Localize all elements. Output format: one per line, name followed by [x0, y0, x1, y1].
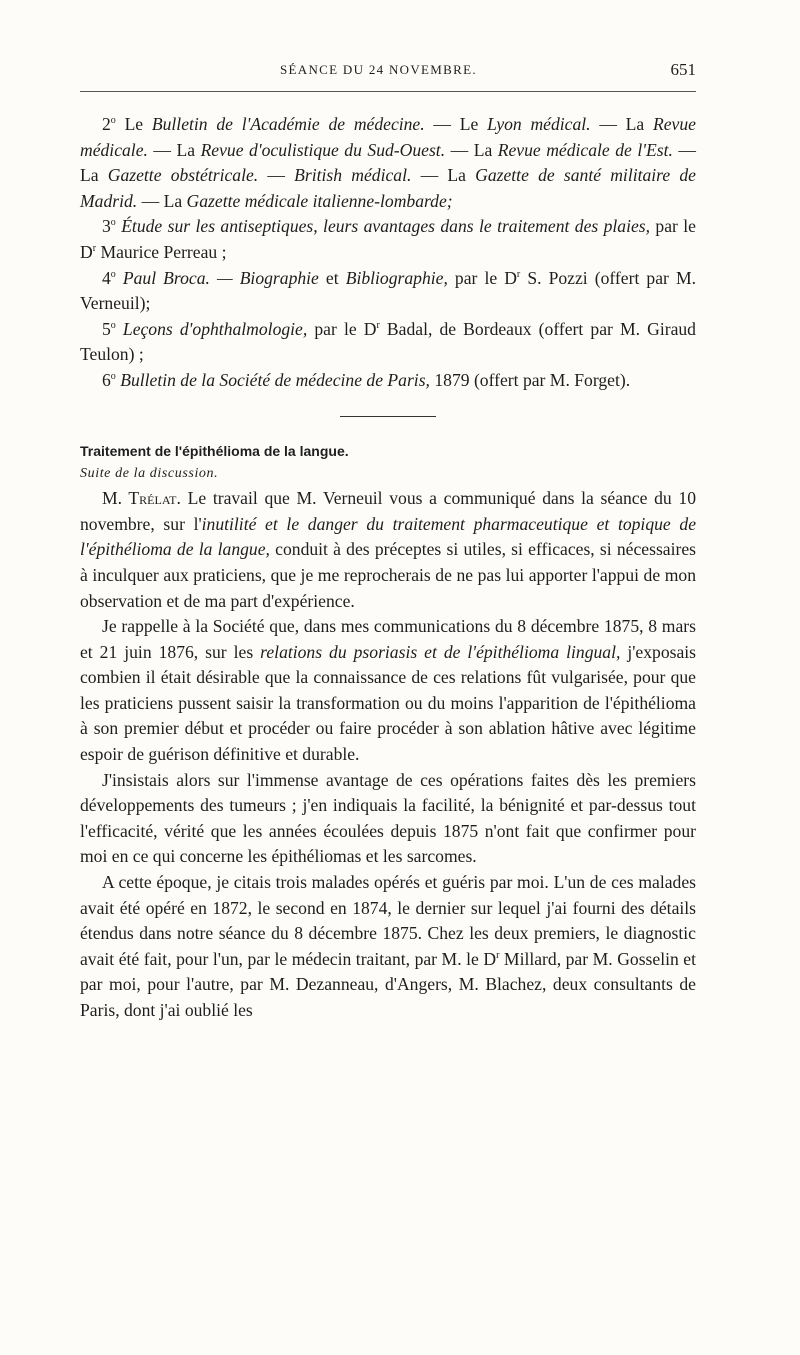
paragraph-2	[80, 614, 696, 768]
superscript: r	[516, 268, 521, 280]
paragraph-4	[80, 870, 696, 1024]
item-number: 6	[102, 369, 111, 390]
text-run: — La	[590, 114, 653, 134]
superscript: r	[376, 319, 380, 331]
speaker-name: M. Trélat.	[102, 488, 181, 509]
text-run: — Le	[424, 114, 488, 134]
section-subtitle: Suite de la discussion.	[80, 465, 219, 481]
journal-title: Lyon médical.	[487, 114, 591, 134]
text-run: par le D	[80, 216, 696, 262]
text-run: — La	[80, 139, 696, 186]
header-rule	[80, 91, 696, 92]
item-number: 5	[102, 318, 111, 339]
work-title: Paul Broca. — Biographie	[122, 267, 319, 288]
work-title: Bibliographie,	[345, 267, 448, 288]
text-run: j'exposais combien il était désirable que la connaissance de ces relations fût vulgarisée, pour que les praticiens pussent saisir la transformation ou du moins l'apparition de l'épithélioma à son premier début et procéder ou faire procéder à son ablation hâtive avec légitime espoir de guérison définitive et durable.	[80, 641, 697, 765]
text-run: Le travail que M. Verneuil vous a communiqué dans la séance du 10 novembre, sur l'	[80, 488, 696, 534]
text-run: et	[318, 267, 346, 288]
superscript: r	[496, 949, 500, 961]
emphasis: inutilité et le danger du traitement pharmaceutique et topique de l'épithélioma de la langue,	[80, 513, 696, 560]
text-block	[80, 112, 696, 1024]
page-header	[80, 60, 696, 86]
list-item-2: 2$^o$ Le Bulletin de l'Académie de médecine. — Le Lyon médical. — La Revue médicale. — La Revue d'oculistique du Sud-Ouest. — La Revue médicale de l'Est. — La Gazette obstétricale. — British médical. — La Gazette de santé militaire de Madrid. — La Gazette médicale italienne-lombarde;	[80, 114, 696, 211]
text-run: Maurice Perreau ;	[96, 241, 227, 262]
text-run: —	[258, 165, 295, 186]
text-run: Le	[124, 114, 152, 134]
text-run: par le D	[447, 267, 517, 288]
list-item-5: 5$^o$ Leçons d'ophthalmologie, par le $D^r$ Badal, de Bordeaux (offert par M. Giraud Teulon) ;	[80, 318, 696, 365]
item-number: 4	[102, 267, 111, 288]
section-title: Traitement de l'épithélioma de la langue.	[80, 442, 349, 459]
text-run: Je rappelle à la Société que, dans mes communications du 8 décembre 1875, 8 mars et 21 juin 1876, sur les	[80, 616, 696, 662]
item-number: 3	[102, 216, 111, 237]
text-run: Millard, par M. Gosselin et par moi, pour l'autre, par M. Dezanneau, d'Angers, M. Blachez, deux consultants de Paris, dont j'ai oublié les	[80, 948, 696, 1020]
text-run: — La	[147, 139, 201, 160]
text-run: par le D	[307, 318, 377, 339]
journal-title: Gazette obstétricale.	[107, 165, 259, 186]
journal-title: British médical.	[294, 165, 412, 186]
text-run: — La	[411, 165, 476, 186]
text-run: — La	[137, 190, 187, 211]
journal-title: Revue médicale de l'Est.	[497, 139, 673, 160]
paragraph-1	[80, 486, 696, 614]
work-title: Leçons d'ophthalmologie,	[122, 318, 308, 339]
running-head: SÉANCE DU 24 NOVEMBRE.	[280, 62, 477, 77]
list-item-4: 4$^o$ Paul Broca. — Biographie et Bibliographie, par le $D^r$ S. Pozzi (offert par M. Verneuil);	[80, 267, 696, 314]
journal-title: Revue d'oculistique du Sud-Ouest.	[200, 139, 446, 160]
section-divider	[340, 416, 436, 417]
item-number: 2	[102, 114, 111, 134]
list-item-3: 3$^o$ Étude sur les antiseptiques, leurs avantages dans le traitement des plaies, par le $D^r$ Maurice Perreau ;	[80, 216, 696, 262]
text-run: conduit à des préceptes si utiles, si efficaces, si nécessaires à inculquer aux praticiens, que je me reprocherais de ne pas lui apporter l'appui de mon observation et de ma part d'expérience.	[80, 539, 697, 611]
journal-title: Bulletin de l'Académie de médecine.	[151, 114, 425, 134]
text-run: S. Pozzi (offert par M. Verneuil);	[80, 267, 696, 314]
text-run: 1879 (offert par M. Forget).	[429, 369, 631, 390]
work-title: Bulletin de la Société de médecine de Paris,	[120, 369, 430, 390]
text-run: — La	[445, 139, 498, 160]
text-run: Badal, de Bordeaux (offert par M. Giraud Teulon) ;	[80, 318, 696, 365]
journal-title: Gazette médicale italienne-lombarde;	[186, 190, 453, 211]
journal-title: Gazette de santé militaire de Madrid.	[80, 165, 696, 211]
work-title: Étude sur les antiseptiques, leurs avantages dans le traitement des plaies,	[121, 216, 651, 237]
page-number: 651	[670, 60, 696, 79]
text-run: A cette époque, je citais trois malades opérés et guéris par moi. L'un de ces malades avait été opéré en 1872, le second en 1874, le dernier sur lequel j'ai fourni des détails étendus dans notre séance du 8 décembre 1875. Chez les deux premiers, le diagnostic avait été fait, pour l'un, par le médecin traitant, par M. le D	[80, 872, 696, 969]
journal-title: Revue médicale.	[80, 114, 696, 160]
superscript: r	[92, 243, 97, 255]
list-item-6: 6$^o$ Bulletin de la Société de médecine de Paris, 1879 (offert par M. Forget).	[102, 369, 631, 390]
paragraph-3: J'insistais alors sur l'immense avantage de ces opérations faites dès les premiers développements des tumeurs ; j'en indiquais la facilité, la bénignité et par-dessus tout l'efficacité, vérité que les années écoulées depuis 1875 n'ont fait que confirmer pour moi en ce qui concerne les épithéliomas et les sarcomes.	[80, 769, 696, 867]
emphasis: relations du psoriasis et de l'épithélioma lingual,	[260, 641, 621, 662]
